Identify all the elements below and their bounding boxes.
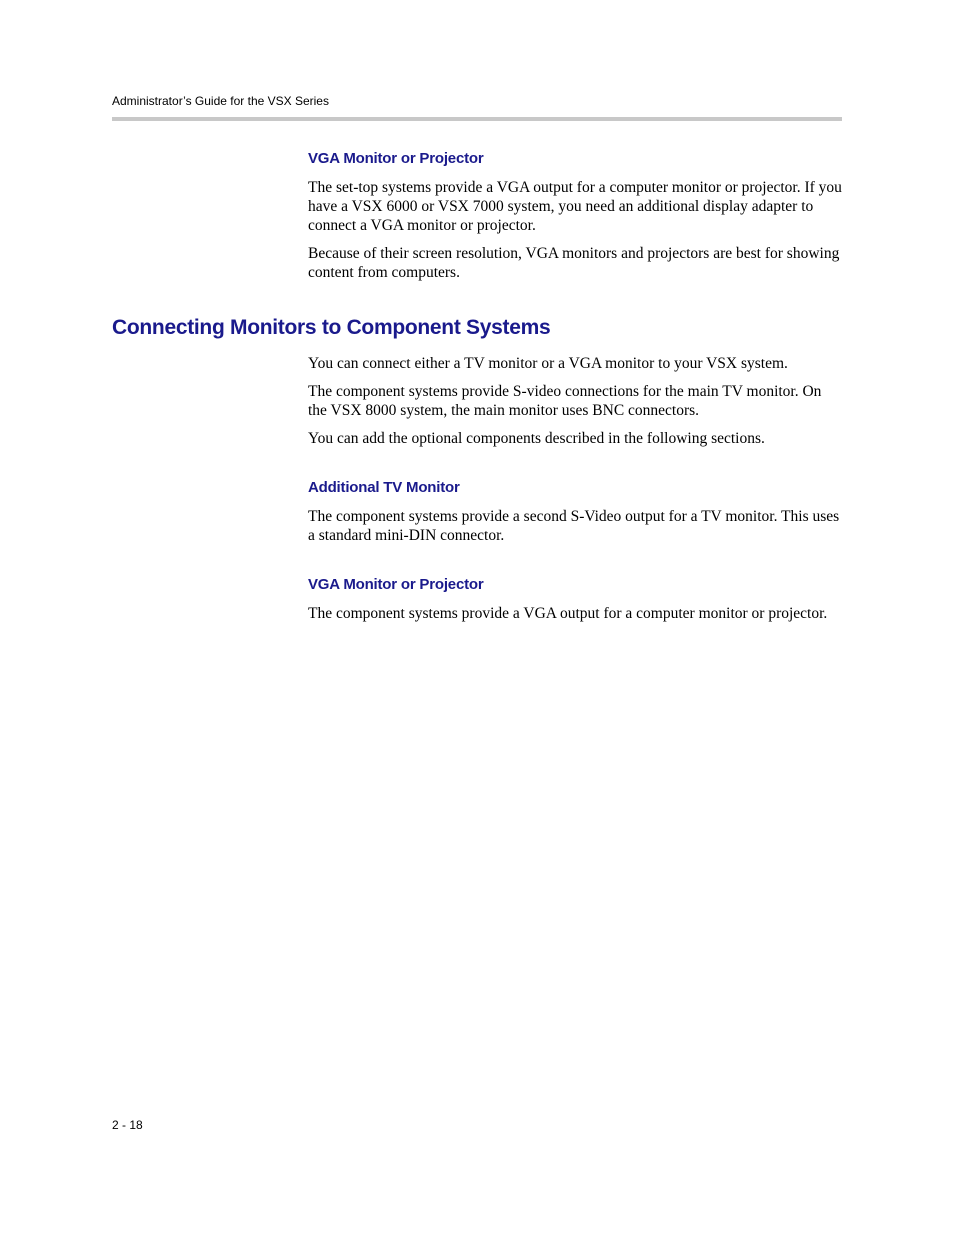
component-paragraph-1: You can connect either a TV monitor or a VGA monitor to your VSX system. (308, 355, 788, 372)
component-paragraph-2: The component systems provide S-video connections for the main TV monitor. On the VSX 8000 system, the main monitor uses BNC connectors. (308, 383, 822, 419)
component-paragraph-3: You can add the optional components described in the following sections. (308, 430, 765, 447)
header-divider (112, 117, 842, 121)
additional-tv-paragraph: The component systems provide a second S-Video output for a TV monitor. This uses a standard mini-DIN connector. (308, 508, 840, 544)
vga-component-paragraph: The component systems provide a VGA output for a computer monitor or projector. (308, 605, 828, 622)
page-number: 2 - 18 (112, 1118, 143, 1132)
vga-component-heading: VGA Monitor or Projector (308, 576, 484, 593)
vga-settop-heading: VGA Monitor or Projector (308, 150, 484, 167)
running-header: Administrator’s Guide for the VSX Series (112, 94, 329, 108)
additional-tv-heading: Additional TV Monitor (308, 479, 460, 496)
component-systems-heading: Connecting Monitors to Component Systems (112, 316, 551, 339)
vga-settop-paragraph-1: The set-top systems provide a VGA output for a computer monitor or projector. If you have a VSX 6000 or VSX 7000 system, you need an additional display adapter to connect a VGA monitor or projector. (308, 179, 842, 234)
vga-settop-paragraph-2: Because of their screen resolution, VGA monitors and projectors are best for showing content from computers. (308, 245, 840, 281)
